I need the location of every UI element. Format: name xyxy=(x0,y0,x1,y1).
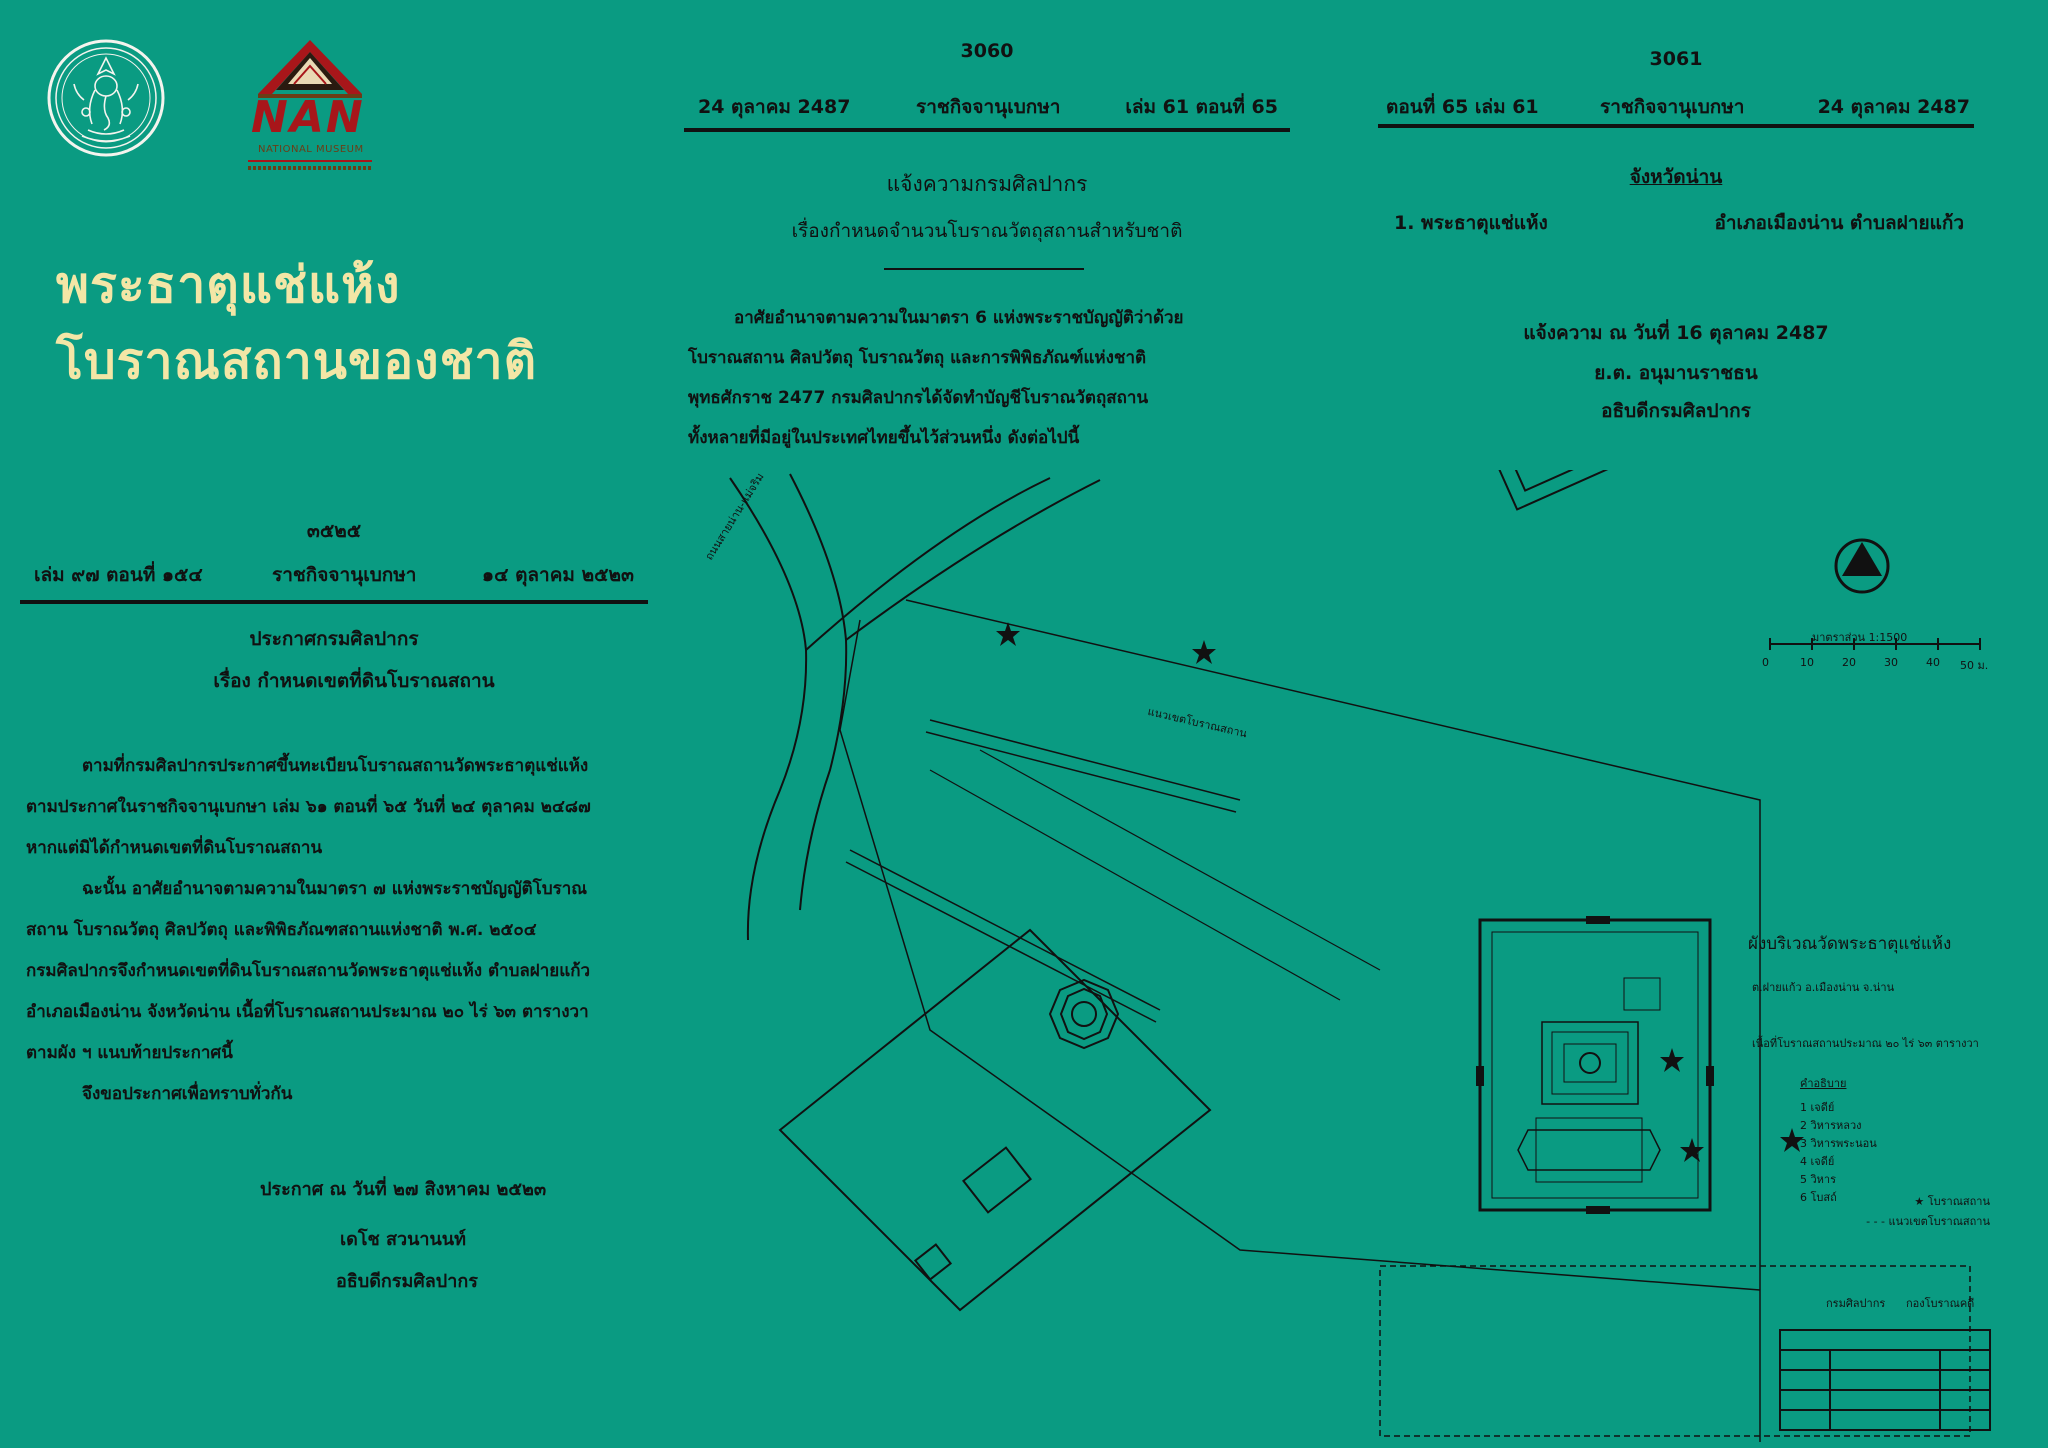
gazette-1980-para2-line4: อำเภอเมืองน่าน จังหวัดน่าน เนื้อที่โบราณสถานประมาณ ๒๐ ไร่ ๖๓ ตารางวา xyxy=(26,1002,589,1022)
fine-arts-department-seal xyxy=(46,38,166,158)
gazette-3061-province: จังหวัดน่าน xyxy=(1629,166,1723,188)
gazette-3061-notice-date: แจ้งความ ณ วันที่ 16 ตุลาคม 2487 xyxy=(1523,322,1829,344)
gazette-1980-para3: จึงขอประกาศเพื่อทราบทั่วกัน xyxy=(82,1084,293,1104)
gazette-1980-para2-line5: ตามผัง ฯ แนบท้ายประกาศนี้ xyxy=(26,1043,233,1063)
scale-tick-0: 0 xyxy=(1762,656,1769,669)
legend-item-3: 3 วิหารพระนอน xyxy=(1800,1137,1877,1150)
gazette-1980-date-line: ประกาศ ณ วันที่ ๒๗ สิงหาคม ๒๕๒๓ xyxy=(260,1179,547,1200)
gazette-3060-subject: เรื่องกำหนดจำนวนโบราณวัตถุสถานสำหรับชาติ xyxy=(791,220,1183,242)
gazette-1980 xyxy=(20,516,648,1316)
nan-logo-subtitle: NATIONAL MUSEUM xyxy=(258,144,364,155)
gazette-1980-name: ราชกิจจานุเบกษา xyxy=(272,564,417,586)
gazette-3061-page-number: 3061 xyxy=(1649,48,1703,70)
legend-item-2: 2 วิหารหลวง xyxy=(1800,1119,1862,1132)
legend-item-6: 6 โบสถ์ xyxy=(1800,1191,1837,1204)
gazette-3060-page-number: 3060 xyxy=(960,40,1014,62)
gazette-1980-body xyxy=(26,746,648,1115)
scale-tick-30: 30 xyxy=(1884,656,1898,669)
gazette-1944-page-3060 xyxy=(684,40,1290,460)
map-legend xyxy=(1800,1074,1990,1228)
nan-logo-text: NAN xyxy=(251,92,365,143)
gazette-1980-volume: เล่ม ๙๗ ตอนที่ ๑๕๔ xyxy=(34,564,203,586)
gazette-3060-date: 24 ตุลาคม 2487 xyxy=(698,96,851,118)
gazette-3061-signer-title: อธิบดีกรมศิลปากร xyxy=(1601,400,1751,422)
poster-title-line-1: พระธาตุแช่แห้ง xyxy=(56,256,401,314)
star-icon: ★ xyxy=(1914,1195,1925,1208)
poster-title-line-2: โบราณสถานของชาติ xyxy=(56,332,538,390)
scale-tick-40: 40 xyxy=(1926,656,1940,669)
gazette-3061-date: 24 ตุลาคม 2487 xyxy=(1817,96,1970,118)
gazette-3061-item-location: อำเภอเมืองน่าน ตำบลฝายแก้ว xyxy=(1714,212,1964,234)
gazette-3060-body xyxy=(688,298,1286,458)
gazette-3060-title: แจ้งความกรมศิลปากร xyxy=(886,172,1088,196)
map-road-label: ถนนสายน่าน-แม่จริม xyxy=(702,470,767,563)
scale-tick-50: 50 ม. xyxy=(1960,659,1989,672)
temple-roof-icon xyxy=(248,36,373,100)
gazette-3060-body-line2: โบราณสถาน ศิลปวัตถุ โบราณวัตถุ และการพิพิธภัณฑ์แห่งชาติ xyxy=(688,348,1147,368)
gazette-3060-body-line3: พุทธศักราช 2477 กรมศิลปากรได้จัดทำบัญชีโบราณวัตถุสถาน xyxy=(688,388,1149,408)
gazette-3061-volume: ตอนที่ 65 เล่ม 61 xyxy=(1386,96,1539,118)
map-plan-title: ผังบริเวณวัดพระธาตุแช่แห้ง xyxy=(1748,934,1952,954)
gazette-1980-signer-name: เดโช สวนานนท์ xyxy=(340,1229,466,1250)
gazette-1980-para1-line3: หากแต่มิได้กำหนดเขตที่ดินโบราณสถาน xyxy=(26,838,323,858)
title-block-department: กรมศิลปากร xyxy=(1826,1297,1886,1310)
gazette-1980-para2-line1: ฉะนั้น อาศัยอำนาจตามความในมาตรา ๗ แห่งพระราชบัญญัติโบราณ xyxy=(82,879,588,899)
gazette-1980-title: ประกาศกรมศิลปากร xyxy=(249,628,419,650)
gazette-3061-name: ราชกิจจานุเบกษา xyxy=(1600,96,1745,118)
legend-item-1: 1 เจดีย์ xyxy=(1800,1101,1835,1114)
gazette-1980-subject: เรื่อง กำหนดเขตที่ดินโบราณสถาน xyxy=(213,670,495,692)
legend-boundary xyxy=(1866,1212,1990,1230)
gazette-3061-item: 1. พระธาตุแช่แห้ง xyxy=(1394,212,1548,234)
gazette-3060-ornament xyxy=(884,268,1084,270)
map-scale-ticks xyxy=(1762,656,1989,672)
gazette-1980-para1-line1: ตามที่กรมศิลปากรประกาศขึ้นทะเบียนโบราณสถานวัดพระธาตุแช่แห้ง xyxy=(82,756,589,776)
legend-title: คำอธิบาย xyxy=(1800,1077,1847,1090)
gazette-3061-rule xyxy=(1378,124,1974,128)
map-plan-subtitle: ต.ฝายแก้ว อ.เมืองน่าน จ.น่าน xyxy=(1752,981,1895,994)
gazette-1980-rule xyxy=(20,600,648,604)
legend-star-label: โบราณสถาน xyxy=(1927,1195,1990,1208)
map-area-note: เนื้อที่โบราณสถานประมาณ ๒๐ ไร่ ๖๓ ตารางวา xyxy=(1752,1037,1979,1050)
gazette-1980-signer-title: อธิบดีกรมศิลปากร xyxy=(336,1271,478,1292)
gazette-3060-rule xyxy=(684,128,1290,132)
scale-tick-20: 20 xyxy=(1842,656,1856,669)
gazette-1944-page-3061 xyxy=(1378,40,1974,440)
gazette-3060-name: ราชกิจจานุเบกษา xyxy=(916,96,1061,118)
gazette-3060-body-line4: ทั้งหลายที่มีอยู่ในประเทศไทยขึ้นไว้ส่วนหนึ่ง ดังต่อไปนี้ xyxy=(688,428,1080,448)
dashed-line-icon: - - - xyxy=(1866,1215,1886,1228)
gazette-3060-body-line1: อาศัยอำนาจตามความในมาตรา 6 แห่งพระราชบัญญัติว่าด้วย xyxy=(734,308,1184,328)
gazette-1980-para2-line3: กรมศิลปากรจึงกำหนดเขตที่ดินโบราณสถานวัดพระธาตุแช่แห้ง ตำบลฝายแก้ว xyxy=(26,961,591,981)
title-block-division: กองโบราณคดี xyxy=(1906,1297,1975,1310)
legend-item-4: 4 เจดีย์ xyxy=(1800,1155,1835,1168)
gazette-1980-date: ๑๔ ตุลาคม ๒๕๒๓ xyxy=(482,564,634,586)
legend-star xyxy=(1914,1192,1990,1210)
gazette-3060-volume: เล่ม 61 ตอนที่ 65 xyxy=(1125,96,1278,118)
map-boundary-label: แนวเขตโบราณสถาน xyxy=(1146,704,1249,741)
gazette-3061-signer-name: ย.ต. อนุมานราชธน xyxy=(1594,362,1758,384)
scale-tick-10: 10 xyxy=(1800,656,1814,669)
legend-item-5: 5 วิหาร xyxy=(1800,1173,1837,1186)
map-scale-label: มาตราส่วน 1:1500 xyxy=(1812,631,1908,644)
gazette-1980-para2-line2: สถาน โบราณวัตถุ ศิลปวัตถุ และพิพิธภัณฑสถานแห่งชาติ พ.ศ. ๒๕๐๔ xyxy=(26,920,537,940)
gazette-1980-page-number: ๓๕๒๕ xyxy=(306,520,362,542)
nan-national-museum-logo xyxy=(248,36,373,186)
map-title-block xyxy=(1780,1290,1990,1430)
legend-boundary-label: แนวเขตโบราณสถาน xyxy=(1888,1215,1990,1228)
gazette-1980-para1-line2: ตามประกาศในราชกิจจานุเบกษา เล่ม ๖๑ ตอนที่ ๖๕ วันที่ ๒๔ ตุลาคม ๒๔๘๗ xyxy=(26,797,591,817)
